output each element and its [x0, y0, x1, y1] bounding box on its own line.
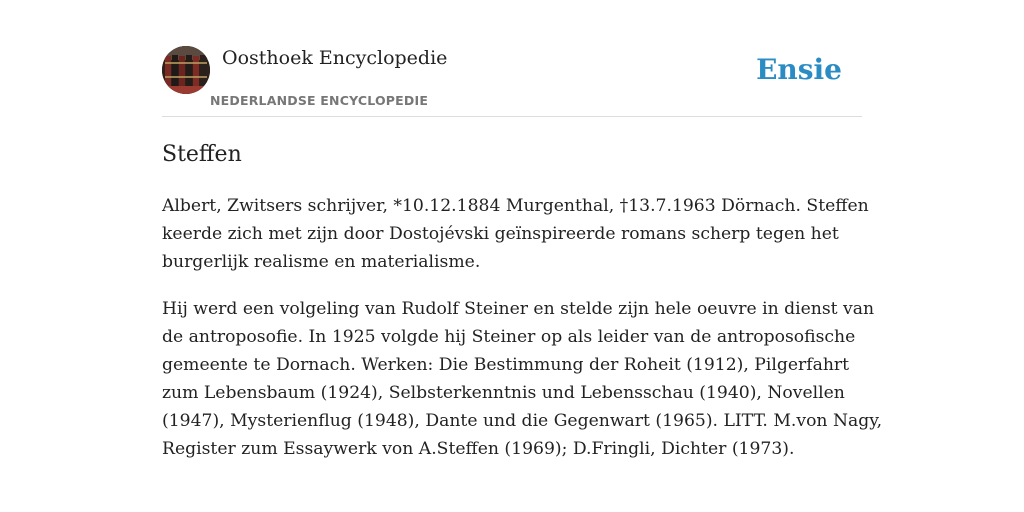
paragraph-line: burgerlijk realisme en materialisme.: [162, 252, 481, 272]
paragraph-line: Hij werd een volgeling van Rudolf Steiner en stelde zijn hele oeuvre in dienst van: [162, 299, 875, 319]
entry-body: [162, 192, 883, 482]
paragraph-line: zum Lebensbaum (1924), Selbsterkenntnis und Lebensschau (1940), Novellen: [162, 383, 845, 403]
site-subtitle: NEDERLANDSE ENCYCLOPEDIE: [210, 93, 429, 108]
site-header: [162, 46, 862, 117]
paragraph-line: keerde zich met zijn door Dostojévski geïnspireerde romans scherp tegen het: [162, 224, 839, 244]
entry-paragraph: [162, 192, 872, 276]
paragraph-line: Albert, Zwitsers schrijver, *10.12.1884 Murgenthal, †13.7.1963 Dörnach. Steffen: [162, 196, 869, 216]
entry-title: Steffen: [162, 142, 242, 167]
encyclopedia-books-icon[interactable]: [162, 46, 210, 94]
site-title[interactable]: Oosthoek Encyclopedie: [222, 47, 448, 69]
paragraph-line: gemeente te Dornach. Werken: Die Bestimmung der Roheit (1912), Pilgerfahrt: [162, 355, 850, 375]
paragraph-line: de antroposofie. In 1925 volgde hij Steiner op als leider van de antroposofische: [162, 327, 856, 347]
brand-logo-link[interactable]: Ensie: [756, 53, 842, 86]
paragraph-line: Register zum Essaywerk von A.Steffen (1969); D.Fringli, Dichter (1973).: [162, 439, 795, 459]
entry-paragraph: [162, 295, 883, 463]
paragraph-line: (1947), Mysterienflug (1948), Dante und die Gegenwart (1965). LITT. M.von Nagy,: [162, 411, 883, 431]
